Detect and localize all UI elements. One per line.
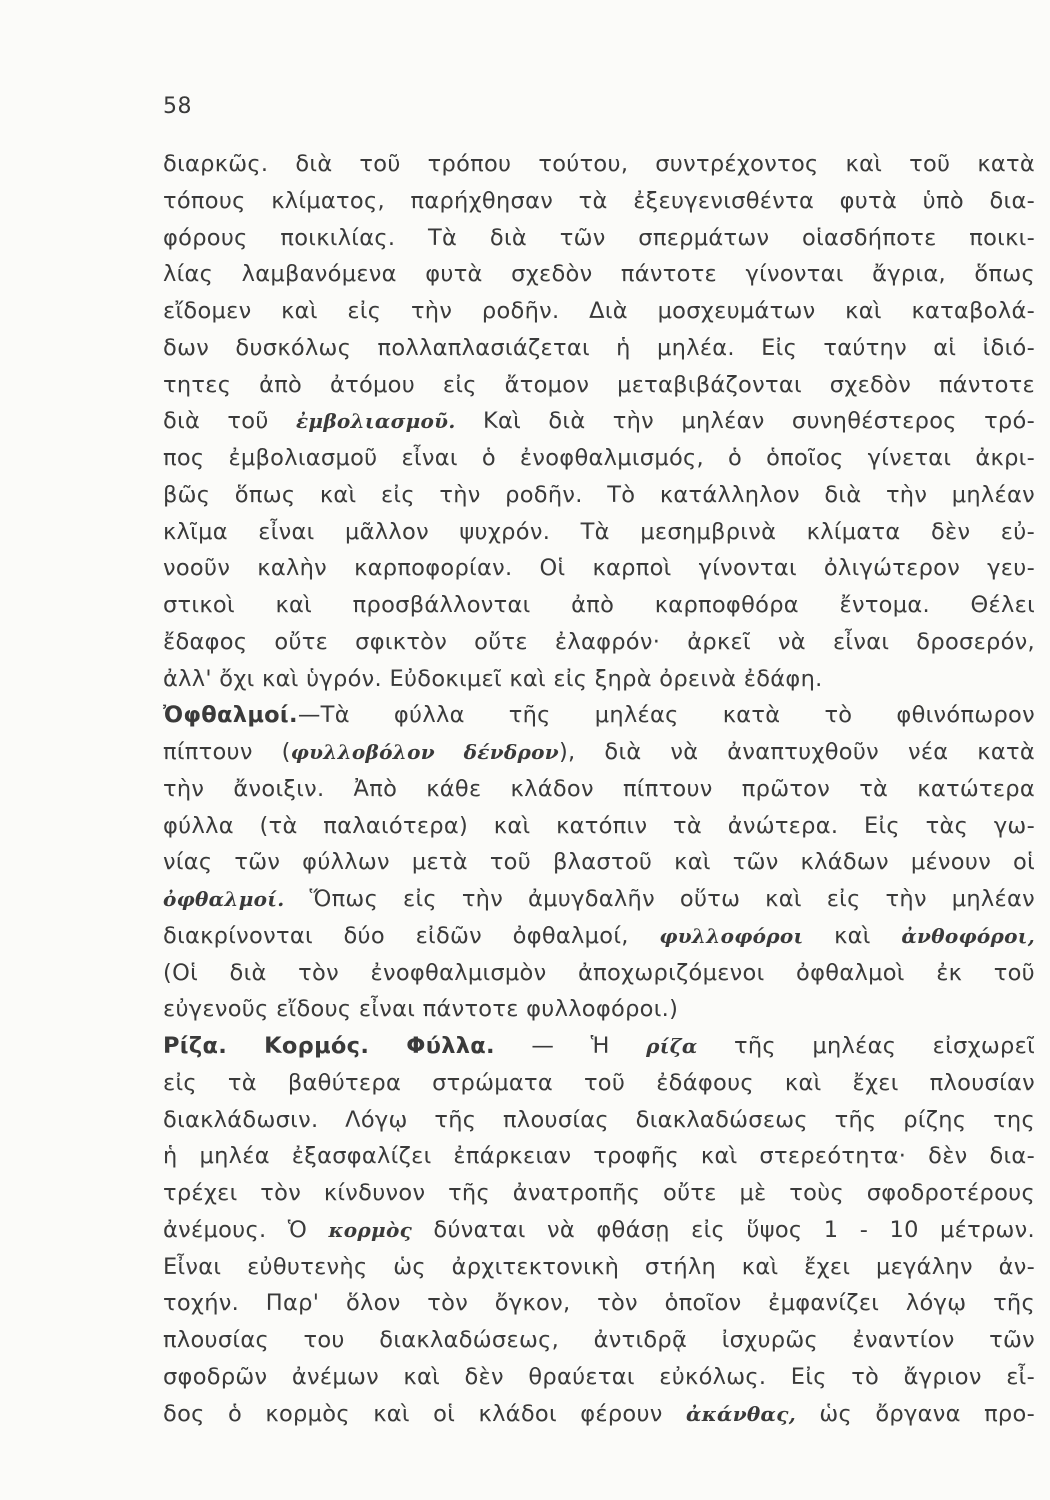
- text-line: [163, 550, 1035, 587]
- text-segment: Ὅπως εἰς τὴν ἀμυγδαλῆν οὕτω καὶ εἰς τὴν μηλέαν: [284, 886, 1035, 912]
- text-line: [163, 1359, 1035, 1396]
- text-segment: καὶ: [803, 922, 902, 949]
- text-segment: ἡ μηλέα ἐξασφαλίζει ἐπάρκειαν τροφῆς καὶ στερεότητα· δὲν δια-: [163, 1143, 1035, 1170]
- italic-term: κορμὸς: [328, 1217, 413, 1242]
- text-segment: πος ἐμβολιασμοῦ εἶναι ὁ ἐνοφθαλμισμός, ὁ ὁποῖος γίνεται ἀκρι-: [163, 445, 1035, 471]
- text-line: [163, 1396, 1035, 1433]
- italic-term: φυλλοβόλον δένδρον: [290, 740, 559, 764]
- text-segment: τοχήν. Παρ' ὅλον τὸν ὄγκον, τὸν ὁποῖον ἐμφανίζει λόγῳ τῆς: [163, 1290, 1035, 1317]
- text-line: [163, 1028, 1035, 1065]
- text-segment: εὐγενοῦς εἴδους εἶναι πάντοτε φυλλοφόροι.): [163, 996, 679, 1023]
- text-line: [163, 220, 1035, 257]
- italic-term: ἐμβολιασμοῦ.: [295, 409, 456, 434]
- text-segment: διὰ τοῦ: [163, 408, 296, 435]
- text-line: [163, 1322, 1035, 1359]
- text-segment: βῶς ὅπως καὶ εἰς τὴν ροδῆν. Τὸ κατάλληλον διὰ τὴν μηλέαν: [163, 481, 1035, 508]
- text-segment: σφοδρῶν ἀνέμων καὶ δὲν θραύεται εὐκόλως. Εἰς τὸ ἄγριον εἶ-: [163, 1363, 1035, 1390]
- text-segment: διακλάδωσιν. Λόγῳ τῆς πλουσίας διακλαδώσεως τῆς ρίζης της: [163, 1106, 1035, 1133]
- text-segment: δος ὁ κορμὸς καὶ οἱ κλάδοι φέρουν: [163, 1400, 687, 1427]
- text-segment: τρέχει τὸν κίνδυνον τῆς ἀνατροπῆς οὔτε μὲ τοὺς σφοδροτέρους: [163, 1180, 1035, 1206]
- text-segment: ὡς ὄργανα προ-: [795, 1400, 1036, 1427]
- text-segment: πίπτουν (: [163, 739, 291, 765]
- text-segment: Εἶναι εὐθυτενὴς ὡς ἀρχιτεκτονικὴ στήλη καὶ ἔχει μεγάλην ἀν-: [163, 1253, 1035, 1280]
- text-line: [163, 587, 1035, 624]
- text-segment: —Τὰ φύλλα τῆς μηλέας κατὰ τὸ φθινόπωρον: [297, 702, 1035, 729]
- text-line: [163, 1249, 1035, 1286]
- text-line: [163, 183, 1035, 220]
- text-segment: Καὶ διὰ τὴν μηλέαν συνηθέστερος τρό-: [455, 408, 1035, 435]
- italic-term: φυλλοφόροι: [659, 923, 804, 948]
- text-line: [163, 1065, 1035, 1102]
- text-line: [163, 440, 1035, 477]
- text-segment: διαρκῶς. διὰ τοῦ τρόπου τούτου, συντρέχοντος καὶ τοῦ κατὰ: [163, 151, 1035, 177]
- italic-term: ἀκάνθας,: [686, 1401, 796, 1426]
- text-line: [163, 1138, 1035, 1175]
- section-heading: Ὀφθαλμοί.: [163, 702, 298, 729]
- text-segment: πλουσίας του διακλαδώσεως, ἀντιδρᾷ ἰσχυρῶς ἐναντίον τῶν: [163, 1327, 1035, 1353]
- text-line: [163, 881, 1035, 918]
- text-segment: κλῖμα εἶναι μᾶλλον ψυχρόν. Τὰ μεσημβρινὰ κλίματα δὲν εὐ-: [163, 518, 1035, 545]
- text-segment: λίας λαμβανόμενα φυτὰ σχεδὸν πάντοτε γίνονται ἄγρια, ὅπως: [163, 261, 1035, 288]
- text-segment: (Οἱ διὰ τὸν ἐνοφθαλμισμὸν ἀποχωριζόμενοι ὀφθαλμοὶ ἐκ τοῦ: [163, 959, 1035, 986]
- text-segment: τητες ἀπὸ ἀτόμου εἰς ἄτομον μεταβιβάζονται σχεδὸν πάντοτε: [163, 371, 1035, 398]
- text-line: [163, 1212, 1035, 1249]
- text-segment: νίας τῶν φύλλων μετὰ τοῦ βλαστοῦ καὶ τῶν κλάδων μένουν οἱ: [163, 849, 1035, 876]
- page-number: 58: [163, 94, 192, 119]
- text-segment: διακρίνονται δύο εἰδῶν ὀφθαλμοί,: [163, 922, 660, 949]
- italic-term: ὀφθαλμοί.: [163, 887, 285, 911]
- text-segment: — Ἡ: [494, 1033, 647, 1059]
- text-segment: νοοῦν καλὴν καρποφορίαν. Οἱ καρποὶ γίνονται ὀλιγώτερον γευ-: [163, 555, 1035, 582]
- text-segment: δων δυσκόλως πολλαπλασιάζεται ἡ μηλέα. Εἰς ταύτην αἱ ἰδιό-: [163, 334, 1035, 361]
- text-segment: τὴν ἄνοιξιν. Ἀπὸ κάθε κλάδον πίπτουν πρῶτον τὰ κατώτερα: [163, 775, 1035, 802]
- text-segment: φύλλα (τὰ παλαιότερα) καὶ κατόπιν τὰ ἀνώτερα. Εἰς τὰς γω-: [163, 812, 1035, 839]
- text-segment: δύναται νὰ φθάσῃ εἰς ὕψος 1 - 10 μέτρων.: [412, 1216, 1035, 1243]
- text-line: [163, 697, 1035, 734]
- text-segment: ἀλλ' ὄχι καὶ ὑγρόν. Εὐδοκιμεῖ καὶ εἰς ξηρὰ ὀρεινὰ ἐδάφη.: [163, 665, 823, 692]
- text-line: [163, 403, 1035, 440]
- text-line: [163, 330, 1035, 367]
- text-line: [163, 955, 1035, 992]
- text-line: [163, 844, 1035, 881]
- text-line: [163, 477, 1035, 514]
- text-line: [163, 1102, 1035, 1139]
- text-line: [163, 367, 1035, 404]
- text-segment: στικοὶ καὶ προσβάλλονται ἀπὸ καρποφθόρα ἔντομα. Θέλει: [163, 592, 1035, 618]
- text-segment: εἴδομεν καὶ εἰς τὴν ροδῆν. Διὰ μοσχευμάτων καὶ καταβολά-: [163, 298, 1035, 324]
- text-line: [163, 771, 1035, 808]
- text-segment: ἔδαφος οὔτε σφικτὸν οὔτε ἐλαφρόν· ἀρκεῖ νὰ εἶναι δροσερόν,: [163, 628, 1035, 655]
- text-line: [163, 991, 1035, 1028]
- text-line: [163, 808, 1035, 845]
- italic-term: ρίζα: [646, 1034, 698, 1058]
- text-segment: ἀνέμους. Ὁ: [163, 1216, 329, 1243]
- text-line: [163, 624, 1035, 661]
- body-text: [163, 146, 1035, 1432]
- text-line: [163, 661, 1035, 698]
- text-segment: τόπους κλίματος, παρήχθησαν τὰ ἐξευγενισθέντα φυτὰ ὑπὸ δια-: [163, 187, 1035, 214]
- text-segment: ), διὰ νὰ ἀναπτυχθοῦν νέα κατὰ: [558, 739, 1035, 765]
- italic-term: ἀνθοφόροι,: [901, 923, 1035, 948]
- text-line: [163, 1285, 1035, 1322]
- text-segment: εἰς τὰ βαθύτερα στρώματα τοῦ ἐδάφους καὶ ἔχει πλουσίαν: [163, 1069, 1035, 1096]
- text-segment: τῆς μηλέας εἰσχωρεῖ: [697, 1033, 1035, 1059]
- text-line: [163, 918, 1035, 955]
- text-line: [163, 514, 1035, 551]
- text-line: [163, 293, 1035, 330]
- text-segment: φόρους ποικιλίας. Τὰ διὰ τῶν σπερμάτων οἱασδήποτε ποικι-: [163, 224, 1035, 251]
- text-line: [163, 734, 1035, 771]
- text-line: [163, 146, 1035, 183]
- section-heading: Ρίζα. Κορμός. Φύλλα.: [163, 1033, 495, 1059]
- text-line: [163, 1175, 1035, 1212]
- text-line: [163, 256, 1035, 293]
